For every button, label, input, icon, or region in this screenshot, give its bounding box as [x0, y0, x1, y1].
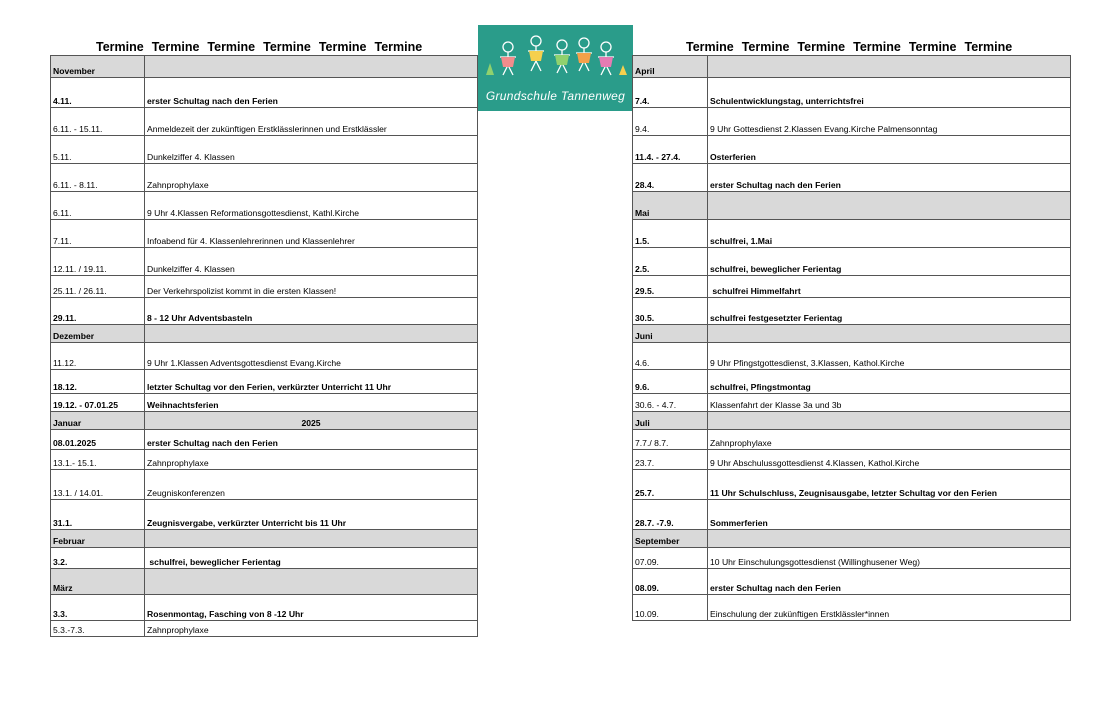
date-cell: 4.11.: [51, 78, 145, 108]
date-cell: 7.11.: [51, 220, 145, 248]
table-row: [633, 470, 1071, 500]
event-cell: Anmeldezeit der zukünftigen Erstklässlerinnen und Erstklässler: [145, 108, 478, 136]
table-row: [51, 192, 478, 220]
school-logo: [478, 25, 633, 111]
table-row: [633, 108, 1071, 136]
table-row: [633, 548, 1071, 569]
month-label: Februar: [51, 530, 145, 548]
date-cell: 9.6.: [633, 370, 708, 394]
table-row: [633, 370, 1071, 394]
month-row: [633, 530, 1071, 548]
date-cell: 3.2.: [51, 548, 145, 569]
event-cell: Klassenfahrt der Klasse 3a und 3b: [708, 394, 1071, 412]
event-cell: schulfrei, 1.Mai: [708, 220, 1071, 248]
date-cell: 07.09.: [633, 548, 708, 569]
event-cell: erster Schultag nach den Ferien: [708, 164, 1071, 192]
date-cell: 08.01.2025: [51, 430, 145, 450]
event-cell: Dunkelziffer 4. Klassen: [145, 248, 478, 276]
table-row: [51, 370, 478, 394]
month-row: [633, 192, 1071, 220]
month-row: [51, 530, 478, 548]
event-cell: 9 Uhr 1.Klassen Adventsgottesdienst Evang.Kirche: [145, 343, 478, 370]
table-row: [51, 595, 478, 621]
table-row: [633, 394, 1071, 412]
schedule-table-right: [632, 55, 1071, 621]
event-cell: 9 Uhr Pfingstgottesdienst, 3.Klassen, Kathol.Kirche: [708, 343, 1071, 370]
header-label: Termine: [96, 40, 144, 54]
event-cell: schulfrei, beweglicher Ferientag: [708, 248, 1071, 276]
date-cell: 28.7. -7.9.: [633, 500, 708, 530]
header-right: [686, 40, 1020, 55]
date-cell: 28.4.: [633, 164, 708, 192]
event-cell: Schulentwicklungstag, unterrichtsfrei: [708, 78, 1071, 108]
event-cell: Der Verkehrspolizist kommt in die ersten Klassen!: [145, 276, 478, 298]
table-row: [51, 470, 478, 500]
date-cell: 29.5.: [633, 276, 708, 298]
table-row: [51, 298, 478, 325]
event-cell: Weihnachtsferien: [145, 394, 478, 412]
date-cell: 11.12.: [51, 343, 145, 370]
header-label: Termine: [207, 40, 256, 54]
event-cell: Zeugnisvergabe, verkürzter Unterricht bis 11 Uhr: [145, 500, 478, 530]
event-cell: Zeugniskonferenzen: [145, 470, 478, 500]
logo-caption: Grundschule Tannenweg: [485, 89, 626, 103]
header-label: Termine: [151, 40, 200, 54]
table-row: [633, 569, 1071, 595]
header-label: Termine: [686, 40, 734, 54]
month-label: November: [51, 56, 145, 78]
event-cell: 8 - 12 Uhr Adventsbasteln: [145, 298, 478, 325]
month-label: März: [51, 569, 145, 595]
event-cell: Zahnprophylaxe: [145, 621, 478, 637]
month-row: [633, 325, 1071, 343]
table-row: [633, 430, 1071, 450]
month-label: Juni: [633, 325, 708, 343]
table-row: [633, 164, 1071, 192]
header-label: Termine: [263, 40, 311, 54]
date-cell: 30.5.: [633, 298, 708, 325]
month-row: [633, 412, 1071, 430]
event-cell: Zahnprophylaxe: [145, 450, 478, 470]
date-cell: 19.12. - 07.01.25: [51, 394, 145, 412]
date-cell: 6.11. - 8.11.: [51, 164, 145, 192]
table-row: [51, 164, 478, 192]
event-cell: Infoabend für 4. Klassenlehrerinnen und Klassenlehrer: [145, 220, 478, 248]
month-label: Januar: [51, 412, 145, 430]
header-label: Termine: [741, 40, 790, 54]
date-cell: 4.6.: [633, 343, 708, 370]
table-row: [51, 78, 478, 108]
event-cell: Zahnprophylaxe: [145, 164, 478, 192]
event-cell: Zahnprophylaxe: [708, 430, 1071, 450]
table-row: [633, 276, 1071, 298]
event-cell: Dunkelziffer 4. Klassen: [145, 136, 478, 164]
event-cell: 9 Uhr Abschulussgottesdienst 4.Klassen, Kathol.Kirche: [708, 450, 1071, 470]
month-row: [51, 412, 478, 430]
event-cell: 11 Uhr Schulschluss, Zeugnisausgabe, letzter Schultag vor den Ferien: [708, 470, 1071, 500]
date-cell: 3.3.: [51, 595, 145, 621]
date-cell: 7.7./ 8.7.: [633, 430, 708, 450]
header-label: Termine: [853, 40, 901, 54]
date-cell: 25.11. / 26.11.: [51, 276, 145, 298]
header-label: Termine: [797, 40, 846, 54]
date-cell: 13.1.- 15.1.: [51, 450, 145, 470]
month-row: [51, 56, 478, 78]
table-row: [633, 343, 1071, 370]
table-row: [51, 450, 478, 470]
date-cell: 7.4.: [633, 78, 708, 108]
date-cell: 11.4. - 27.4.: [633, 136, 708, 164]
event-cell: letzter Schultag vor den Ferien, verkürzter Unterricht 11 Uhr: [145, 370, 478, 394]
date-cell: 5.11.: [51, 136, 145, 164]
table-row: [51, 430, 478, 450]
table-row: [51, 394, 478, 412]
date-cell: 30.6. - 4.7.: [633, 394, 708, 412]
event-cell: Einschulung der zukünftigen Erstklässler*innen: [708, 595, 1071, 621]
month-label: Dezember: [51, 325, 145, 343]
header-label: Termine: [964, 40, 1013, 54]
month-label: Juli: [633, 412, 708, 430]
table-row: [51, 500, 478, 530]
header-label: Termine: [374, 40, 423, 54]
date-cell: 31.1.: [51, 500, 145, 530]
event-cell: erster Schultag nach den Ferien: [145, 430, 478, 450]
month-label: Mai: [633, 192, 708, 220]
event-cell: erster Schultag nach den Ferien: [145, 78, 478, 108]
header-label: Termine: [318, 40, 367, 54]
event-cell: Osterferien: [708, 136, 1071, 164]
event-cell: Rosenmontag, Fasching von 8 -12 Uhr: [145, 595, 478, 621]
table-row: [633, 500, 1071, 530]
date-cell: 13.1. / 14.01.: [51, 470, 145, 500]
table-row: [633, 136, 1071, 164]
year-label: 2025: [145, 412, 478, 430]
event-cell: schulfrei, beweglicher Ferientag: [145, 548, 478, 569]
event-cell: Sommerferien: [708, 500, 1071, 530]
table-row: [633, 220, 1071, 248]
date-cell: 10.09.: [633, 595, 708, 621]
table-row: [633, 298, 1071, 325]
event-cell: 9 Uhr 4.Klassen Reformationsgottesdienst, Kathl.Kirche: [145, 192, 478, 220]
date-cell: 6.11.: [51, 192, 145, 220]
event-cell: schulfrei, Pfingstmontag: [708, 370, 1071, 394]
date-cell: 6.11. - 15.11.: [51, 108, 145, 136]
table-row: [51, 343, 478, 370]
date-cell: 29.11.: [51, 298, 145, 325]
month-label: April: [633, 56, 708, 78]
date-cell: 18.12.: [51, 370, 145, 394]
header-label: Termine: [908, 40, 957, 54]
table-row: [51, 548, 478, 569]
table-row: [633, 595, 1071, 621]
table-row: [633, 78, 1071, 108]
event-cell: 10 Uhr Einschulungsgottesdienst (Willinghusener Weg): [708, 548, 1071, 569]
date-cell: 5.3.-7.3.: [51, 621, 145, 637]
event-cell: erster Schultag nach den Ferien: [708, 569, 1071, 595]
table-row: [51, 248, 478, 276]
date-cell: 1.5.: [633, 220, 708, 248]
table-row: [51, 621, 478, 637]
table-row: [51, 220, 478, 248]
date-cell: 23.7.: [633, 450, 708, 470]
table-row: [51, 136, 478, 164]
table-row: [633, 450, 1071, 470]
date-cell: 2.5.: [633, 248, 708, 276]
table-row: [51, 108, 478, 136]
event-cell: 9 Uhr Gottesdienst 2.Klassen Evang.Kirche Palmensonntag: [708, 108, 1071, 136]
header-left: [96, 40, 430, 55]
month-row: [51, 569, 478, 595]
table-row: [51, 276, 478, 298]
date-cell: 12.11. / 19.11.: [51, 248, 145, 276]
event-cell: schulfrei festgesetzter Ferientag: [708, 298, 1071, 325]
schedule-table-left: [50, 55, 478, 637]
month-row: [633, 56, 1071, 78]
date-cell: 08.09.: [633, 569, 708, 595]
event-cell: schulfrei Himmelfahrt: [708, 276, 1071, 298]
month-label: September: [633, 530, 708, 548]
date-cell: 25.7.: [633, 470, 708, 500]
table-row: [633, 248, 1071, 276]
month-row: [51, 325, 478, 343]
date-cell: 9.4.: [633, 108, 708, 136]
